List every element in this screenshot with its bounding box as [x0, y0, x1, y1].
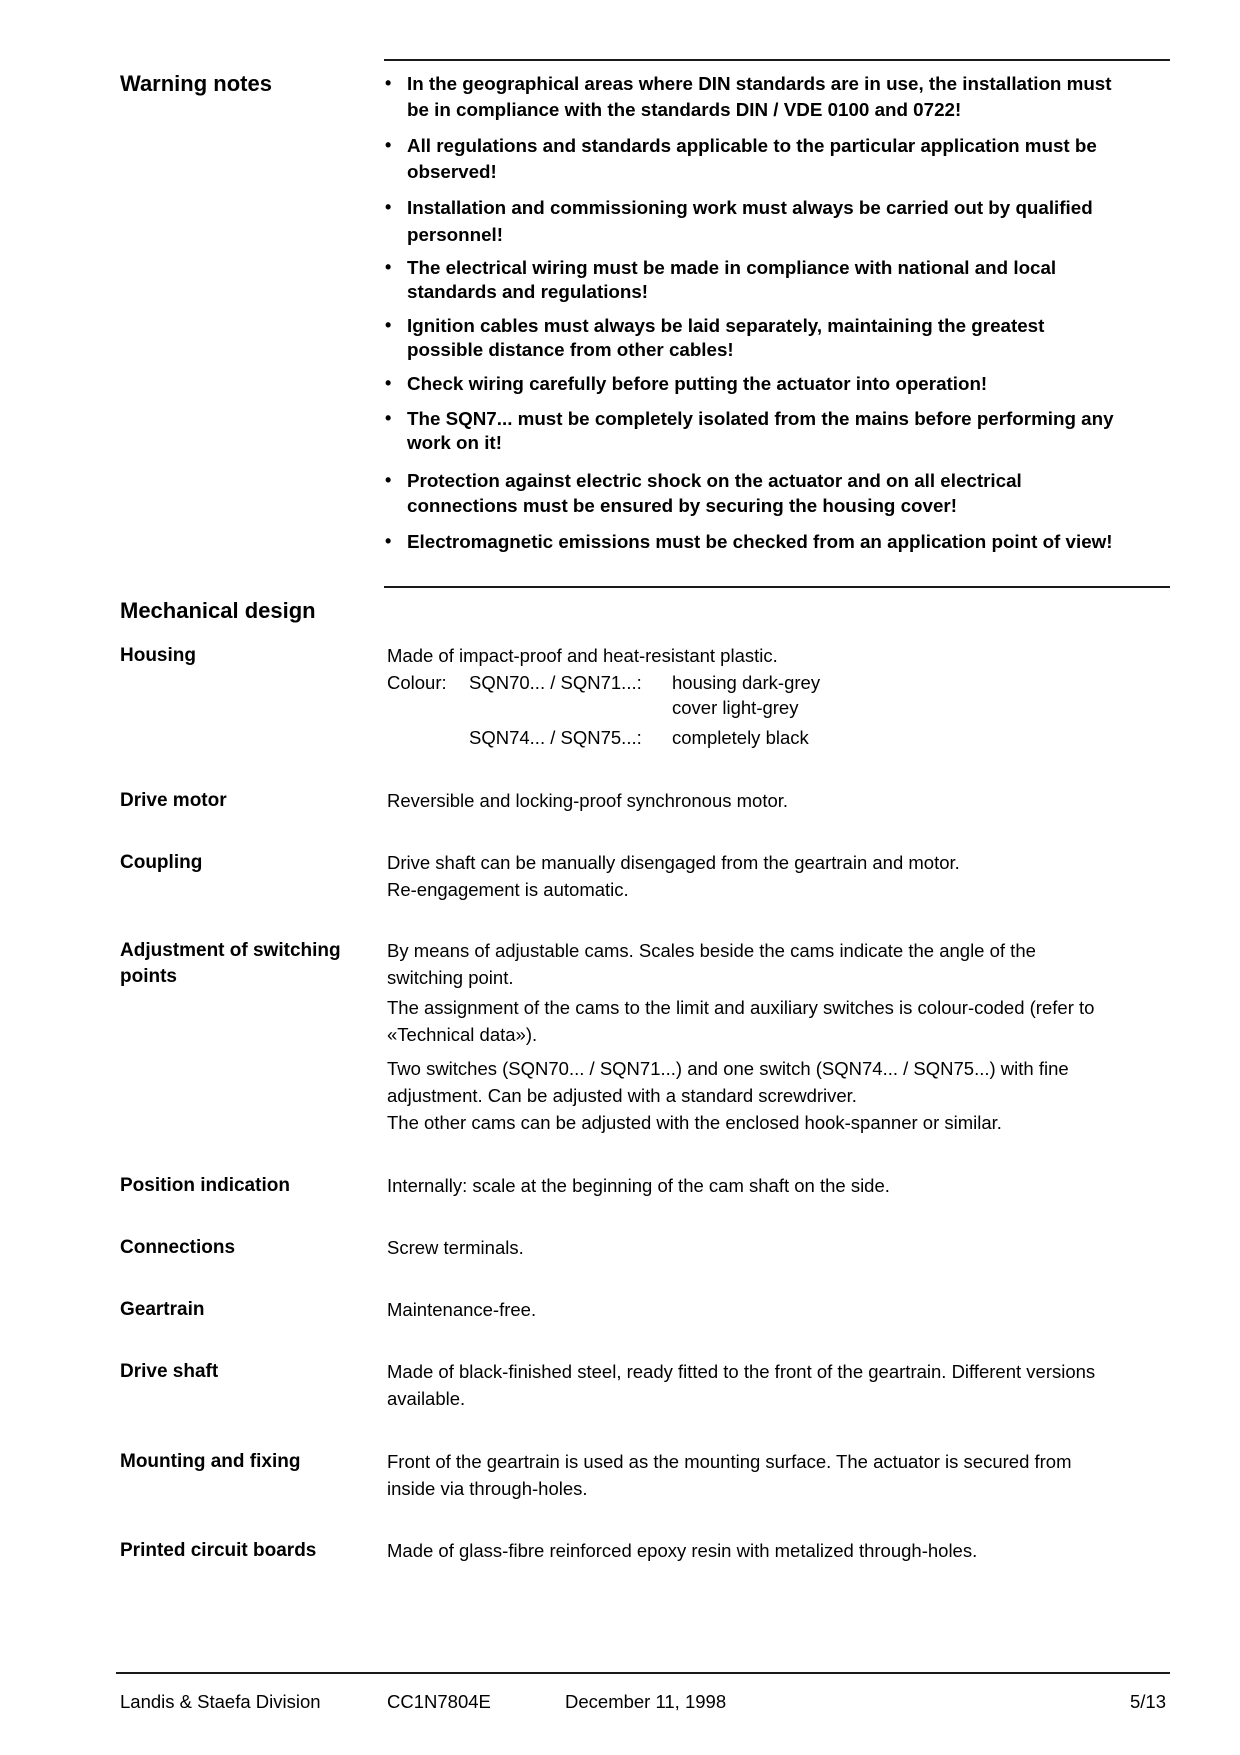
adjustment-text: The assignment of the cams to the limit and auxiliary switches is colour-coded (refer to [387, 997, 1095, 1018]
adjustment-text: Two switches (SQN70... / SQN71...) and one switch (SQN74... / SQN75...) with fine [387, 1058, 1069, 1079]
drive-motor-text: Reversible and locking-proof synchronous motor. [387, 790, 789, 811]
colour-label: Colour: [387, 672, 447, 693]
bullet-icon: • [385, 373, 392, 393]
bullet-icon: • [385, 531, 392, 551]
footer-page-number: 5/13 [1129, 1691, 1166, 1712]
warning-item: Installation and commissioning work must always be carried out by qualified [407, 197, 1093, 218]
connections-text: Screw terminals. [387, 1237, 524, 1258]
warning-item-cont: personnel! [407, 224, 504, 245]
footer-date: December 11, 1998 [565, 1691, 727, 1712]
mounting-text: inside via through-holes. [387, 1478, 588, 1499]
warning-item: Check wiring carefully before putting the actuator into operation! [407, 373, 988, 394]
warning-item-cont: be in compliance with the standards DIN / VDE 0100 and 0722! [407, 99, 962, 120]
housing-intro: Made of impact-proof and heat-resistant plastic. [387, 645, 778, 666]
mechanical-design-heading: Mechanical design [120, 598, 316, 623]
colour-models-2: SQN74... / SQN75...: [469, 727, 642, 748]
footer-doc-number: CC1N7804E [387, 1691, 491, 1712]
warning-item: The electrical wiring must be made in compliance with national and local [407, 257, 1057, 278]
warning-item-cont: standards and regulations! [407, 281, 649, 302]
section-rule [384, 586, 1170, 588]
bullet-icon: • [385, 73, 392, 93]
position-indication-text: Internally: scale at the beginning of the cam shaft on the side. [387, 1175, 890, 1196]
warning-item-cont: work on it! [407, 432, 502, 453]
coupling-label: Coupling [120, 852, 203, 873]
bullet-icon: • [385, 197, 392, 217]
footer-company: Landis & Staefa Division [120, 1691, 321, 1712]
drive-shaft-label: Drive shaft [120, 1361, 219, 1382]
warning-item: Ignition cables must always be laid separately, maintaining the greatest [407, 315, 1045, 336]
geartrain-text: Maintenance-free. [387, 1299, 537, 1320]
colour-value-2: completely black [672, 727, 809, 748]
warning-item: Electromagnetic emissions must be checked from an application point of view! [407, 531, 1113, 552]
adjustment-label-cont: points [120, 966, 177, 987]
bullet-icon: • [385, 408, 392, 428]
colour-value-1a: housing dark-grey [672, 672, 821, 693]
coupling-text: Re-engagement is automatic. [387, 879, 629, 900]
drive-shaft-text: available. [387, 1388, 466, 1409]
warning-item: In the geographical areas where DIN standards are in use, the installation must [407, 73, 1112, 94]
pcb-label: Printed circuit boards [120, 1540, 317, 1561]
adjustment-text: The other cams can be adjusted with the enclosed hook-spanner or similar. [387, 1112, 1002, 1133]
adjustment-text: adjustment. Can be adjusted with a standard screwdriver. [387, 1085, 857, 1106]
warning-item: All regulations and standards applicable to the particular application must be [407, 135, 1097, 156]
geartrain-label: Geartrain [120, 1299, 205, 1320]
warning-item: The SQN7... must be completely isolated from the mains before performing any [407, 408, 1114, 429]
connections-label: Connections [120, 1237, 236, 1258]
warning-item: Protection against electric shock on the actuator and on all electrical [407, 470, 1022, 491]
housing-label: Housing [120, 645, 196, 666]
position-indication-label: Position indication [120, 1175, 290, 1196]
coupling-text: Drive shaft can be manually disengaged from the geartrain and motor. [387, 852, 960, 873]
bullet-icon: • [385, 257, 392, 277]
mounting-label: Mounting and fixing [120, 1451, 301, 1472]
drive-shaft-text: Made of black-finished steel, ready fitted to the front of the geartrain. Different versions [387, 1361, 1096, 1382]
warning-item-cont: possible distance from other cables! [407, 339, 734, 360]
colour-value-1b: cover light-grey [672, 697, 799, 718]
top-rule [384, 59, 1170, 61]
adjustment-text: By means of adjustable cams. Scales beside the cams indicate the angle of the [387, 940, 1036, 961]
adjustment-text: «Technical data»). [387, 1024, 538, 1045]
adjustment-label: Adjustment of switching [120, 940, 341, 961]
bullet-icon: • [385, 315, 392, 335]
adjustment-text: switching point. [387, 967, 514, 988]
footer-rule [116, 1672, 1170, 1674]
colour-models-1: SQN70... / SQN71...: [469, 672, 642, 693]
warning-item-cont: connections must be ensured by securing the housing cover! [407, 495, 957, 516]
drive-motor-label: Drive motor [120, 790, 227, 811]
bullet-icon: • [385, 135, 392, 155]
bullet-icon: • [385, 470, 392, 490]
pcb-text: Made of glass-fibre reinforced epoxy resin with metalized through-holes. [387, 1540, 978, 1561]
mounting-text: Front of the geartrain is used as the mounting surface. The actuator is secured from [387, 1451, 1072, 1472]
warning-notes-heading: Warning notes [120, 71, 272, 96]
warning-item-cont: observed! [407, 161, 497, 182]
